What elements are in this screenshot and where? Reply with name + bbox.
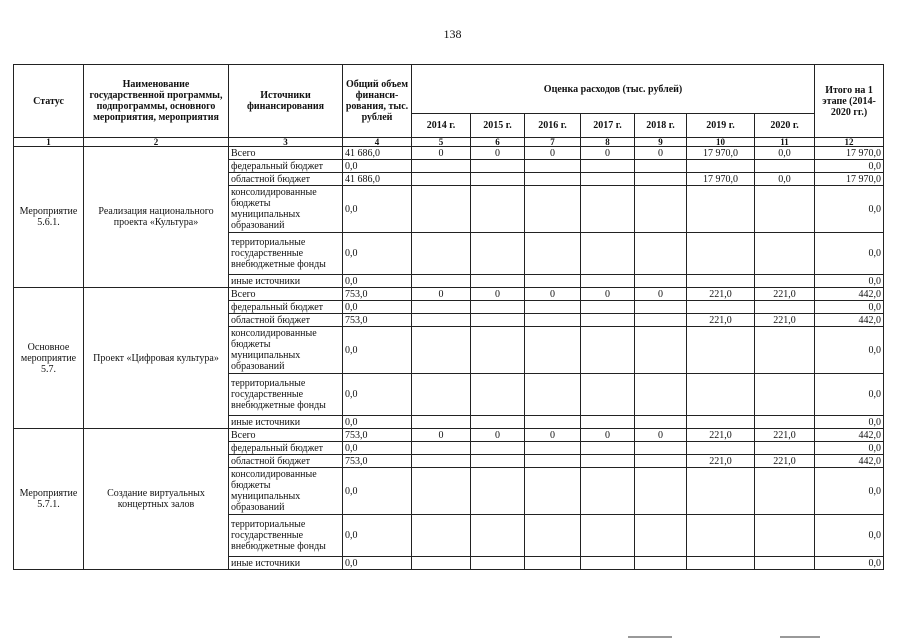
year-value-cell — [687, 160, 755, 173]
column-number: 2 — [84, 138, 229, 147]
year-value-cell — [525, 233, 581, 275]
stage-total-cell: 0,0 — [815, 233, 884, 275]
header-year: 2019 г. — [687, 114, 755, 138]
stage-total-cell: 442,0 — [815, 314, 884, 327]
year-value-cell — [412, 275, 471, 288]
source-cell: Всего — [229, 147, 343, 160]
column-number: 1 — [14, 138, 84, 147]
header-sources: Источники финансирования — [229, 65, 343, 138]
stage-total-cell: 0,0 — [815, 557, 884, 570]
header-year: 2016 г. — [525, 114, 581, 138]
year-value-cell — [525, 416, 581, 429]
total-cell: 41 686,0 — [343, 173, 412, 186]
year-value-cell — [525, 186, 581, 233]
year-value-cell — [687, 275, 755, 288]
header-name: Наименование государственной программы, подпрограммы, основного мероприятия, мероприятия — [84, 65, 229, 138]
year-value-cell — [525, 468, 581, 515]
year-value-cell — [581, 557, 635, 570]
total-cell: 753,0 — [343, 288, 412, 301]
year-value-cell: 17 970,0 — [687, 147, 755, 160]
year-value-cell — [687, 442, 755, 455]
year-value-cell: 0 — [412, 429, 471, 442]
column-number: 12 — [815, 138, 884, 147]
year-value-cell: 221,0 — [687, 314, 755, 327]
year-value-cell — [635, 455, 687, 468]
year-value-cell — [412, 455, 471, 468]
year-value-cell — [687, 515, 755, 557]
total-cell: 0,0 — [343, 557, 412, 570]
name-cell: Создание виртуальных концертных залов — [84, 429, 229, 570]
budget-table — [13, 64, 884, 570]
year-value-cell — [581, 275, 635, 288]
year-value-cell: 0 — [471, 429, 525, 442]
year-value-cell — [755, 515, 815, 557]
year-value-cell: 0,0 — [755, 173, 815, 186]
total-cell: 753,0 — [343, 429, 412, 442]
header-year: 2014 г. — [412, 114, 471, 138]
year-value-cell: 221,0 — [755, 288, 815, 301]
year-value-cell: 0 — [581, 429, 635, 442]
year-value-cell — [581, 160, 635, 173]
scan-edge-marks — [0, 632, 905, 640]
total-cell: 0,0 — [343, 160, 412, 173]
year-value-cell — [581, 327, 635, 374]
header-year: 2015 г. — [471, 114, 525, 138]
year-value-cell — [755, 186, 815, 233]
year-value-cell — [412, 442, 471, 455]
name-cell: Проект «Цифровая культура» — [84, 288, 229, 429]
status-cell: Мероприятие 5.7.1. — [14, 429, 84, 570]
table-header — [14, 65, 884, 147]
year-value-cell — [471, 327, 525, 374]
header-year: 2017 г. — [581, 114, 635, 138]
source-cell: иные источники — [229, 557, 343, 570]
year-value-cell — [635, 186, 687, 233]
year-value-cell — [471, 515, 525, 557]
column-number: 3 — [229, 138, 343, 147]
header-year: 2018 г. — [635, 114, 687, 138]
year-value-cell — [525, 374, 581, 416]
stage-total-cell: 0,0 — [815, 442, 884, 455]
year-value-cell: 0 — [635, 147, 687, 160]
year-value-cell — [471, 314, 525, 327]
source-cell: федеральный бюджет — [229, 160, 343, 173]
status-cell: Мероприятие 5.6.1. — [14, 147, 84, 288]
year-value-cell: 0,0 — [755, 147, 815, 160]
stage-total-cell: 17 970,0 — [815, 147, 884, 160]
year-value-cell — [755, 327, 815, 374]
year-value-cell — [525, 455, 581, 468]
year-value-cell — [687, 301, 755, 314]
year-value-cell — [755, 301, 815, 314]
year-value-cell — [581, 374, 635, 416]
year-value-cell — [471, 160, 525, 173]
year-value-cell — [635, 160, 687, 173]
year-value-cell — [635, 314, 687, 327]
name-cell: Реализация национального проекта «Культура» — [84, 147, 229, 288]
stage-total-cell: 0,0 — [815, 160, 884, 173]
year-value-cell — [581, 416, 635, 429]
year-value-cell — [412, 416, 471, 429]
year-value-cell — [687, 557, 755, 570]
source-cell: консолидированные бюджеты муниципальных образований — [229, 186, 343, 233]
total-cell: 753,0 — [343, 314, 412, 327]
year-value-cell — [525, 314, 581, 327]
total-cell: 0,0 — [343, 275, 412, 288]
year-value-cell: 17 970,0 — [687, 173, 755, 186]
year-value-cell — [525, 160, 581, 173]
year-value-cell — [471, 301, 525, 314]
year-value-cell — [525, 275, 581, 288]
year-value-cell — [755, 442, 815, 455]
total-cell: 0,0 — [343, 416, 412, 429]
year-value-cell — [635, 416, 687, 429]
year-value-cell — [581, 186, 635, 233]
year-value-cell — [581, 233, 635, 275]
source-cell: областной бюджет — [229, 455, 343, 468]
year-value-cell — [635, 327, 687, 374]
column-number: 5 — [412, 138, 471, 147]
source-cell: консолидированные бюджеты муниципальных образований — [229, 468, 343, 515]
source-cell: консолидированные бюджеты муниципальных образований — [229, 327, 343, 374]
year-value-cell: 221,0 — [687, 429, 755, 442]
stage-total-cell: 0,0 — [815, 301, 884, 314]
stage-total-cell: 0,0 — [815, 468, 884, 515]
year-value-cell: 0 — [471, 288, 525, 301]
year-value-cell: 0 — [471, 147, 525, 160]
stage-total-cell: 0,0 — [815, 374, 884, 416]
year-value-cell — [755, 275, 815, 288]
total-cell: 0,0 — [343, 301, 412, 314]
year-value-cell — [471, 275, 525, 288]
source-cell: иные источники — [229, 416, 343, 429]
year-value-cell — [581, 301, 635, 314]
year-value-cell — [412, 468, 471, 515]
year-value-cell — [635, 468, 687, 515]
year-value-cell — [755, 468, 815, 515]
column-number-row — [14, 138, 884, 147]
year-value-cell — [525, 515, 581, 557]
year-value-cell — [412, 186, 471, 233]
year-value-cell — [412, 327, 471, 374]
header-stage-total: Итого на 1 этапе (2014-2020 гг.) — [815, 65, 884, 138]
status-cell: Основное мероприятие 5.7. — [14, 288, 84, 429]
year-value-cell — [581, 314, 635, 327]
stage-total-cell: 17 970,0 — [815, 173, 884, 186]
column-number: 8 — [581, 138, 635, 147]
year-value-cell — [412, 314, 471, 327]
stage-total-cell: 442,0 — [815, 455, 884, 468]
year-value-cell — [755, 233, 815, 275]
year-value-cell: 0 — [635, 429, 687, 442]
year-value-cell — [687, 233, 755, 275]
year-value-cell — [471, 173, 525, 186]
source-cell: федеральный бюджет — [229, 301, 343, 314]
year-value-cell: 0 — [412, 288, 471, 301]
year-value-cell — [412, 301, 471, 314]
year-value-cell: 0 — [635, 288, 687, 301]
header-total: Общий объем финанси-рования, тыс. рублей — [343, 65, 412, 138]
total-cell: 0,0 — [343, 186, 412, 233]
year-value-cell — [581, 468, 635, 515]
column-number: 9 — [635, 138, 687, 147]
page-number: 138 — [443, 27, 462, 41]
year-value-cell — [581, 455, 635, 468]
year-value-cell: 0 — [581, 147, 635, 160]
year-value-cell: 0 — [525, 429, 581, 442]
year-value-cell — [755, 416, 815, 429]
stage-total-cell: 0,0 — [815, 515, 884, 557]
year-value-cell — [471, 455, 525, 468]
year-value-cell — [635, 173, 687, 186]
column-number: 10 — [687, 138, 755, 147]
column-number: 6 — [471, 138, 525, 147]
year-value-cell — [525, 557, 581, 570]
total-cell: 0,0 — [343, 515, 412, 557]
column-number: 7 — [525, 138, 581, 147]
year-value-cell — [687, 186, 755, 233]
total-cell: 0,0 — [343, 468, 412, 515]
year-value-cell: 0 — [412, 147, 471, 160]
year-value-cell — [412, 374, 471, 416]
year-value-cell — [412, 557, 471, 570]
year-value-cell — [635, 515, 687, 557]
source-cell: иные источники — [229, 275, 343, 288]
year-value-cell — [635, 275, 687, 288]
year-value-cell: 221,0 — [687, 455, 755, 468]
stage-total-cell: 442,0 — [815, 429, 884, 442]
header-year: 2020 г. — [755, 114, 815, 138]
stage-total-cell: 0,0 — [815, 186, 884, 233]
source-cell: областной бюджет — [229, 173, 343, 186]
total-cell: 0,0 — [343, 233, 412, 275]
year-value-cell — [755, 374, 815, 416]
year-value-cell: 0 — [581, 288, 635, 301]
stage-total-cell: 0,0 — [815, 327, 884, 374]
table-row — [14, 147, 884, 160]
year-value-cell — [525, 173, 581, 186]
year-value-cell — [755, 160, 815, 173]
year-value-cell — [635, 442, 687, 455]
source-cell: Всего — [229, 429, 343, 442]
year-value-cell — [471, 233, 525, 275]
total-cell: 0,0 — [343, 327, 412, 374]
year-value-cell — [581, 515, 635, 557]
year-value-cell: 0 — [525, 288, 581, 301]
year-value-cell — [525, 327, 581, 374]
total-cell: 41 686,0 — [343, 147, 412, 160]
year-value-cell — [412, 233, 471, 275]
year-value-cell — [687, 416, 755, 429]
year-value-cell — [687, 468, 755, 515]
year-value-cell — [755, 557, 815, 570]
source-cell: территориальные государственные внебюджетные фонды — [229, 374, 343, 416]
stage-total-cell: 0,0 — [815, 416, 884, 429]
stage-total-cell: 0,0 — [815, 275, 884, 288]
year-value-cell — [471, 416, 525, 429]
year-value-cell: 221,0 — [755, 455, 815, 468]
year-value-cell — [635, 233, 687, 275]
year-value-cell — [635, 557, 687, 570]
year-value-cell — [471, 442, 525, 455]
year-value-cell — [471, 374, 525, 416]
year-value-cell — [471, 557, 525, 570]
year-value-cell — [687, 374, 755, 416]
year-value-cell — [687, 327, 755, 374]
column-number: 4 — [343, 138, 412, 147]
source-cell: Всего — [229, 288, 343, 301]
year-value-cell — [525, 301, 581, 314]
year-value-cell — [635, 301, 687, 314]
year-value-cell — [471, 468, 525, 515]
source-cell: территориальные государственные внебюджетные фонды — [229, 515, 343, 557]
year-value-cell — [412, 160, 471, 173]
year-value-cell — [412, 515, 471, 557]
year-value-cell: 221,0 — [687, 288, 755, 301]
year-value-cell — [471, 186, 525, 233]
total-cell: 753,0 — [343, 455, 412, 468]
year-value-cell: 221,0 — [755, 429, 815, 442]
year-value-cell — [581, 442, 635, 455]
total-cell: 0,0 — [343, 442, 412, 455]
table-row — [14, 429, 884, 442]
column-number: 11 — [755, 138, 815, 147]
year-value-cell — [412, 173, 471, 186]
source-cell: территориальные государственные внебюджетные фонды — [229, 233, 343, 275]
year-value-cell — [581, 173, 635, 186]
table-body — [14, 147, 884, 570]
source-cell: федеральный бюджет — [229, 442, 343, 455]
year-value-cell — [525, 442, 581, 455]
stage-total-cell: 442,0 — [815, 288, 884, 301]
header-estimate: Оценка расходов (тыс. рублей) — [412, 65, 815, 114]
table-row — [14, 288, 884, 301]
source-cell: областной бюджет — [229, 314, 343, 327]
year-value-cell: 0 — [525, 147, 581, 160]
total-cell: 0,0 — [343, 374, 412, 416]
year-value-cell: 221,0 — [755, 314, 815, 327]
year-value-cell — [635, 374, 687, 416]
header-status: Статус — [14, 65, 84, 138]
